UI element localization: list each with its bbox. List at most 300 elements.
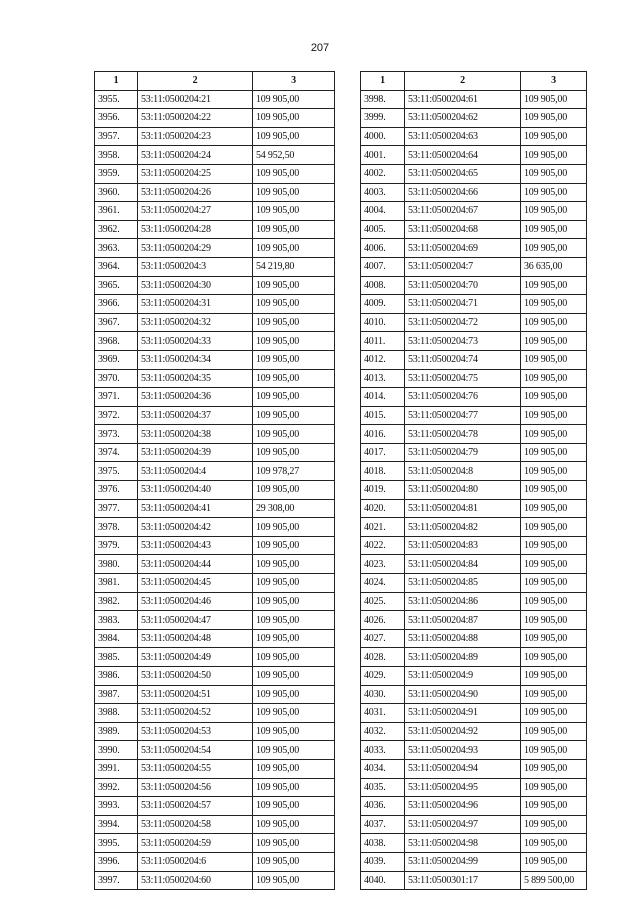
cadastral-number-cell: 53:11:0500204:27	[138, 202, 253, 221]
table-row	[95, 834, 335, 853]
row-number-cell: 3970.	[95, 369, 138, 388]
row-number-cell: 3983.	[95, 611, 138, 630]
row-number-cell: 3955.	[95, 90, 138, 109]
row-number-cell: 4034.	[361, 759, 405, 778]
header-cell: 3	[521, 72, 587, 91]
table-row	[361, 574, 587, 593]
cadastral-number-cell: 53:11:0500204:55	[138, 759, 253, 778]
cadastral-number-cell: 53:11:0500204:84	[405, 555, 521, 574]
row-number-cell: 4007.	[361, 257, 405, 276]
value-cell: 109 905,00	[253, 574, 335, 593]
value-cell: 109 905,00	[253, 443, 335, 462]
table-row	[361, 741, 587, 760]
value-cell: 109 905,00	[521, 183, 587, 202]
cadastral-number-cell: 53:11:0500204:37	[138, 406, 253, 425]
value-cell: 109 905,00	[253, 667, 335, 686]
cadastral-number-cell: 53:11:0500301:17	[405, 871, 521, 890]
cadastral-number-cell: 53:11:0500204:86	[405, 592, 521, 611]
row-number-cell: 3993.	[95, 797, 138, 816]
value-cell: 109 905,00	[253, 183, 335, 202]
cadastral-number-cell: 53:11:0500204:40	[138, 481, 253, 500]
value-cell: 109 905,00	[521, 611, 587, 630]
cadastral-number-cell: 53:11:0500204:56	[138, 778, 253, 797]
cadastral-number-cell: 53:11:0500204:92	[405, 722, 521, 741]
value-cell: 109 905,00	[521, 797, 587, 816]
table-row	[95, 722, 335, 741]
table-row	[361, 778, 587, 797]
value-cell: 109 905,00	[253, 127, 335, 146]
table-row	[361, 462, 587, 481]
cadastral-number-cell: 53:11:0500204:52	[138, 704, 253, 723]
row-number-cell: 4023.	[361, 555, 405, 574]
table-row	[95, 778, 335, 797]
table-row	[95, 202, 335, 221]
table-row	[361, 834, 587, 853]
value-cell: 109 905,00	[521, 369, 587, 388]
table-row	[361, 146, 587, 165]
table-row	[361, 499, 587, 518]
row-number-cell: 3999.	[361, 109, 405, 128]
value-cell: 109 905,00	[253, 759, 335, 778]
cadastral-number-cell: 53:11:0500204:69	[405, 239, 521, 258]
value-cell: 109 905,00	[253, 555, 335, 574]
value-cell: 109 905,00	[521, 146, 587, 165]
table-row	[361, 202, 587, 221]
row-number-cell: 3973.	[95, 425, 138, 444]
table-row	[95, 704, 335, 723]
table-row	[361, 425, 587, 444]
table-row	[361, 852, 587, 871]
value-cell: 109 905,00	[253, 388, 335, 407]
table-row	[361, 220, 587, 239]
value-cell: 109 905,00	[253, 90, 335, 109]
value-cell: 109 905,00	[521, 574, 587, 593]
value-cell: 109 905,00	[521, 629, 587, 648]
cadastral-number-cell: 53:11:0500204:81	[405, 499, 521, 518]
table-row	[361, 481, 587, 500]
header-cell: 1	[361, 72, 405, 91]
value-cell: 109 905,00	[521, 648, 587, 667]
value-cell: 109 905,00	[253, 815, 335, 834]
cadastral-number-cell: 53:11:0500204:48	[138, 629, 253, 648]
row-number-cell: 4028.	[361, 648, 405, 667]
cadastral-number-cell: 53:11:0500204:23	[138, 127, 253, 146]
row-number-cell: 4013.	[361, 369, 405, 388]
row-number-cell: 4015.	[361, 406, 405, 425]
cadastral-number-cell: 53:11:0500204:82	[405, 518, 521, 537]
cadastral-number-cell: 53:11:0500204:59	[138, 834, 253, 853]
value-cell: 109 978,27	[253, 462, 335, 481]
row-number-cell: 4025.	[361, 592, 405, 611]
row-number-cell: 4002.	[361, 164, 405, 183]
cadastral-number-cell: 53:11:0500204:76	[405, 388, 521, 407]
table-row	[361, 685, 587, 704]
cadastral-number-cell: 53:11:0500204:45	[138, 574, 253, 593]
value-cell: 109 905,00	[521, 388, 587, 407]
table-row	[361, 629, 587, 648]
table-row	[95, 592, 335, 611]
cadastral-number-cell: 53:11:0500204:43	[138, 536, 253, 555]
row-number-cell: 3957.	[95, 127, 138, 146]
row-number-cell: 4011.	[361, 332, 405, 351]
header-cell: 1	[95, 72, 138, 91]
row-number-cell: 3976.	[95, 481, 138, 500]
value-cell: 109 905,00	[521, 425, 587, 444]
table-row	[95, 406, 335, 425]
value-cell: 109 905,00	[521, 350, 587, 369]
cadastral-number-cell: 53:11:0500204:85	[405, 574, 521, 593]
table-row	[361, 667, 587, 686]
cadastral-number-cell: 53:11:0500204:66	[405, 183, 521, 202]
table-row	[361, 164, 587, 183]
value-cell: 109 905,00	[521, 499, 587, 518]
table-row	[95, 313, 335, 332]
value-cell: 109 905,00	[253, 834, 335, 853]
cadastral-number-cell: 53:11:0500204:30	[138, 276, 253, 295]
value-cell: 109 905,00	[253, 611, 335, 630]
value-cell: 109 905,00	[253, 406, 335, 425]
row-number-cell: 4040.	[361, 871, 405, 890]
value-cell: 109 905,00	[253, 481, 335, 500]
cadastral-number-cell: 53:11:0500204:61	[405, 90, 521, 109]
value-cell: 36 635,00	[521, 257, 587, 276]
table-row	[95, 90, 335, 109]
table-row	[361, 722, 587, 741]
cadastral-number-cell: 53:11:0500204:49	[138, 648, 253, 667]
row-number-cell: 3963.	[95, 239, 138, 258]
cadastral-number-cell: 53:11:0500204:62	[405, 109, 521, 128]
cadastral-number-cell: 53:11:0500204:54	[138, 741, 253, 760]
row-number-cell: 3992.	[95, 778, 138, 797]
cadastral-number-cell: 53:11:0500204:34	[138, 350, 253, 369]
cadastral-number-cell: 53:11:0500204:99	[405, 852, 521, 871]
cadastral-number-cell: 53:11:0500204:39	[138, 443, 253, 462]
row-number-cell: 3995.	[95, 834, 138, 853]
table-row	[95, 481, 335, 500]
row-number-cell: 4029.	[361, 667, 405, 686]
row-number-cell: 3974.	[95, 443, 138, 462]
table-row	[95, 555, 335, 574]
value-cell: 109 905,00	[253, 350, 335, 369]
row-number-cell: 4030.	[361, 685, 405, 704]
row-number-cell: 4026.	[361, 611, 405, 630]
cadastral-number-cell: 53:11:0500204:91	[405, 704, 521, 723]
row-number-cell: 3997.	[95, 871, 138, 890]
value-cell: 109 905,00	[521, 462, 587, 481]
cadastral-number-cell: 53:11:0500204:79	[405, 443, 521, 462]
row-number-cell: 3961.	[95, 202, 138, 221]
table-row	[95, 425, 335, 444]
cadastral-number-cell: 53:11:0500204:44	[138, 555, 253, 574]
value-cell: 109 905,00	[521, 592, 587, 611]
cadastral-number-cell: 53:11:0500204:3	[138, 257, 253, 276]
cadastral-number-cell: 53:11:0500204:89	[405, 648, 521, 667]
table-row	[95, 629, 335, 648]
table-row	[361, 815, 587, 834]
value-cell: 109 905,00	[521, 276, 587, 295]
row-number-cell: 4000.	[361, 127, 405, 146]
table-row	[95, 536, 335, 555]
value-cell: 29 308,00	[253, 499, 335, 518]
table-row	[361, 313, 587, 332]
row-number-cell: 3959.	[95, 164, 138, 183]
row-number-cell: 3988.	[95, 704, 138, 723]
row-number-cell: 3972.	[95, 406, 138, 425]
row-number-cell: 3986.	[95, 667, 138, 686]
table-row	[361, 388, 587, 407]
value-cell: 109 905,00	[253, 295, 335, 314]
table-row	[95, 462, 335, 481]
table-row	[95, 239, 335, 258]
table-row	[361, 797, 587, 816]
cadastral-number-cell: 53:11:0500204:33	[138, 332, 253, 351]
row-number-cell: 3989.	[95, 722, 138, 741]
table-row	[95, 220, 335, 239]
cadastral-number-cell: 53:11:0500204:50	[138, 667, 253, 686]
cadastral-number-cell: 53:11:0500204:46	[138, 592, 253, 611]
row-number-cell: 3987.	[95, 685, 138, 704]
row-number-cell: 3965.	[95, 276, 138, 295]
value-cell: 109 905,00	[253, 313, 335, 332]
table-row	[95, 667, 335, 686]
value-cell: 54 952,50	[253, 146, 335, 165]
row-number-cell: 4024.	[361, 574, 405, 593]
row-number-cell: 4022.	[361, 536, 405, 555]
row-number-cell: 3975.	[95, 462, 138, 481]
table-row	[95, 183, 335, 202]
row-number-cell: 3991.	[95, 759, 138, 778]
table-row	[95, 685, 335, 704]
value-cell: 109 905,00	[253, 871, 335, 890]
cadastral-number-cell: 53:11:0500204:41	[138, 499, 253, 518]
cadastral-number-cell: 53:11:0500204:7	[405, 257, 521, 276]
cadastral-number-cell: 53:11:0500204:68	[405, 220, 521, 239]
value-cell: 109 905,00	[521, 90, 587, 109]
cadastral-number-cell: 53:11:0500204:51	[138, 685, 253, 704]
value-cell: 109 905,00	[521, 741, 587, 760]
cadastral-number-cell: 53:11:0500204:77	[405, 406, 521, 425]
table-row	[95, 648, 335, 667]
value-cell: 109 905,00	[521, 685, 587, 704]
table-row	[361, 295, 587, 314]
value-cell: 109 905,00	[253, 629, 335, 648]
cadastral-number-cell: 53:11:0500204:35	[138, 369, 253, 388]
table-body	[95, 90, 335, 890]
table-row	[361, 648, 587, 667]
row-number-cell: 4010.	[361, 313, 405, 332]
row-number-cell: 3967.	[95, 313, 138, 332]
row-number-cell: 4031.	[361, 704, 405, 723]
row-number-cell: 3969.	[95, 350, 138, 369]
value-cell: 109 905,00	[521, 518, 587, 537]
cadastral-number-cell: 53:11:0500204:74	[405, 350, 521, 369]
value-cell: 109 905,00	[253, 592, 335, 611]
table-row	[361, 759, 587, 778]
value-cell: 109 905,00	[521, 536, 587, 555]
table-row	[95, 350, 335, 369]
cadastral-number-cell: 53:11:0500204:6	[138, 852, 253, 871]
cadastral-number-cell: 53:11:0500204:64	[405, 146, 521, 165]
parcel-table-left	[94, 71, 335, 890]
value-cell: 109 905,00	[253, 536, 335, 555]
row-number-cell: 3956.	[95, 109, 138, 128]
row-number-cell: 3990.	[95, 741, 138, 760]
table-row	[95, 109, 335, 128]
value-cell: 109 905,00	[521, 667, 587, 686]
row-number-cell: 3979.	[95, 536, 138, 555]
cadastral-number-cell: 53:11:0500204:96	[405, 797, 521, 816]
value-cell: 109 905,00	[521, 759, 587, 778]
row-number-cell: 4009.	[361, 295, 405, 314]
row-number-cell: 4033.	[361, 741, 405, 760]
row-number-cell: 3985.	[95, 648, 138, 667]
value-cell: 109 905,00	[253, 704, 335, 723]
row-number-cell: 4038.	[361, 834, 405, 853]
value-cell: 109 905,00	[253, 518, 335, 537]
value-cell: 109 905,00	[521, 722, 587, 741]
cadastral-number-cell: 53:11:0500204:32	[138, 313, 253, 332]
value-cell: 109 905,00	[521, 109, 587, 128]
row-number-cell: 3964.	[95, 257, 138, 276]
table-row	[361, 276, 587, 295]
value-cell: 109 905,00	[521, 295, 587, 314]
value-cell: 109 905,00	[253, 425, 335, 444]
row-number-cell: 3980.	[95, 555, 138, 574]
cadastral-number-cell: 53:11:0500204:9	[405, 667, 521, 686]
cadastral-number-cell: 53:11:0500204:95	[405, 778, 521, 797]
table-row	[361, 536, 587, 555]
row-number-cell: 4020.	[361, 499, 405, 518]
table-row	[95, 369, 335, 388]
row-number-cell: 3981.	[95, 574, 138, 593]
row-number-cell: 3968.	[95, 332, 138, 351]
row-number-cell: 4017.	[361, 443, 405, 462]
table-row	[95, 164, 335, 183]
table-row	[361, 611, 587, 630]
table-row	[95, 146, 335, 165]
value-cell: 109 905,00	[521, 778, 587, 797]
value-cell: 109 905,00	[253, 722, 335, 741]
cadastral-number-cell: 53:11:0500204:26	[138, 183, 253, 202]
header-cell: 2	[405, 72, 521, 91]
cadastral-number-cell: 53:11:0500204:75	[405, 369, 521, 388]
value-cell: 109 905,00	[521, 704, 587, 723]
value-cell: 109 905,00	[253, 276, 335, 295]
cadastral-number-cell: 53:11:0500204:93	[405, 741, 521, 760]
table-row	[95, 388, 335, 407]
row-number-cell: 4039.	[361, 852, 405, 871]
cadastral-number-cell: 53:11:0500204:98	[405, 834, 521, 853]
value-cell: 109 905,00	[253, 685, 335, 704]
table-row	[95, 741, 335, 760]
cadastral-number-cell: 53:11:0500204:90	[405, 685, 521, 704]
cadastral-number-cell: 53:11:0500204:83	[405, 536, 521, 555]
row-number-cell: 4027.	[361, 629, 405, 648]
table-header-row	[361, 72, 587, 91]
row-number-cell: 3982.	[95, 592, 138, 611]
table-row	[95, 518, 335, 537]
row-number-cell: 4032.	[361, 722, 405, 741]
row-number-cell: 4001.	[361, 146, 405, 165]
value-cell: 109 905,00	[521, 127, 587, 146]
cadastral-number-cell: 53:11:0500204:70	[405, 276, 521, 295]
cadastral-number-cell: 53:11:0500204:72	[405, 313, 521, 332]
table-row	[95, 574, 335, 593]
cadastral-number-cell: 53:11:0500204:60	[138, 871, 253, 890]
table-row	[95, 332, 335, 351]
cadastral-number-cell: 53:11:0500204:42	[138, 518, 253, 537]
value-cell: 109 905,00	[253, 852, 335, 871]
row-number-cell: 3978.	[95, 518, 138, 537]
row-number-cell: 3971.	[95, 388, 138, 407]
cadastral-number-cell: 53:11:0500204:80	[405, 481, 521, 500]
cadastral-number-cell: 53:11:0500204:25	[138, 164, 253, 183]
table-row	[95, 276, 335, 295]
table-row	[361, 592, 587, 611]
value-cell: 109 905,00	[253, 648, 335, 667]
table-row	[361, 183, 587, 202]
value-cell: 109 905,00	[521, 555, 587, 574]
cadastral-number-cell: 53:11:0500204:73	[405, 332, 521, 351]
value-cell: 109 905,00	[253, 332, 335, 351]
value-cell: 109 905,00	[521, 815, 587, 834]
table-row	[361, 257, 587, 276]
value-cell: 109 905,00	[521, 239, 587, 258]
value-cell: 109 905,00	[521, 852, 587, 871]
row-number-cell: 4008.	[361, 276, 405, 295]
table-row	[361, 90, 587, 109]
row-number-cell: 4003.	[361, 183, 405, 202]
table-row	[95, 127, 335, 146]
cadastral-number-cell: 53:11:0500204:28	[138, 220, 253, 239]
cadastral-number-cell: 53:11:0500204:97	[405, 815, 521, 834]
cadastral-number-cell: 53:11:0500204:29	[138, 239, 253, 258]
row-number-cell: 3958.	[95, 146, 138, 165]
table-header-row	[95, 72, 335, 91]
cadastral-number-cell: 53:11:0500204:71	[405, 295, 521, 314]
table-row	[361, 871, 587, 890]
cadastral-number-cell: 53:11:0500204:63	[405, 127, 521, 146]
table-row	[361, 109, 587, 128]
row-number-cell: 4005.	[361, 220, 405, 239]
table-row	[95, 611, 335, 630]
table-row	[361, 443, 587, 462]
row-number-cell: 4037.	[361, 815, 405, 834]
header-cell: 2	[138, 72, 253, 91]
cadastral-number-cell: 53:11:0500204:21	[138, 90, 253, 109]
cadastral-number-cell: 53:11:0500204:57	[138, 797, 253, 816]
row-number-cell: 4035.	[361, 778, 405, 797]
cadastral-number-cell: 53:11:0500204:94	[405, 759, 521, 778]
row-number-cell: 4021.	[361, 518, 405, 537]
table-row	[95, 815, 335, 834]
cadastral-number-cell: 53:11:0500204:53	[138, 722, 253, 741]
row-number-cell: 4036.	[361, 797, 405, 816]
value-cell: 54 219,80	[253, 257, 335, 276]
row-number-cell: 3998.	[361, 90, 405, 109]
value-cell: 109 905,00	[521, 164, 587, 183]
cadastral-number-cell: 53:11:0500204:4	[138, 462, 253, 481]
table-row	[95, 871, 335, 890]
cadastral-number-cell: 53:11:0500204:88	[405, 629, 521, 648]
value-cell: 109 905,00	[521, 481, 587, 500]
table-row	[361, 350, 587, 369]
table-row	[95, 443, 335, 462]
row-number-cell: 3984.	[95, 629, 138, 648]
cadastral-number-cell: 53:11:0500204:87	[405, 611, 521, 630]
table-row	[361, 555, 587, 574]
cadastral-number-cell: 53:11:0500204:78	[405, 425, 521, 444]
